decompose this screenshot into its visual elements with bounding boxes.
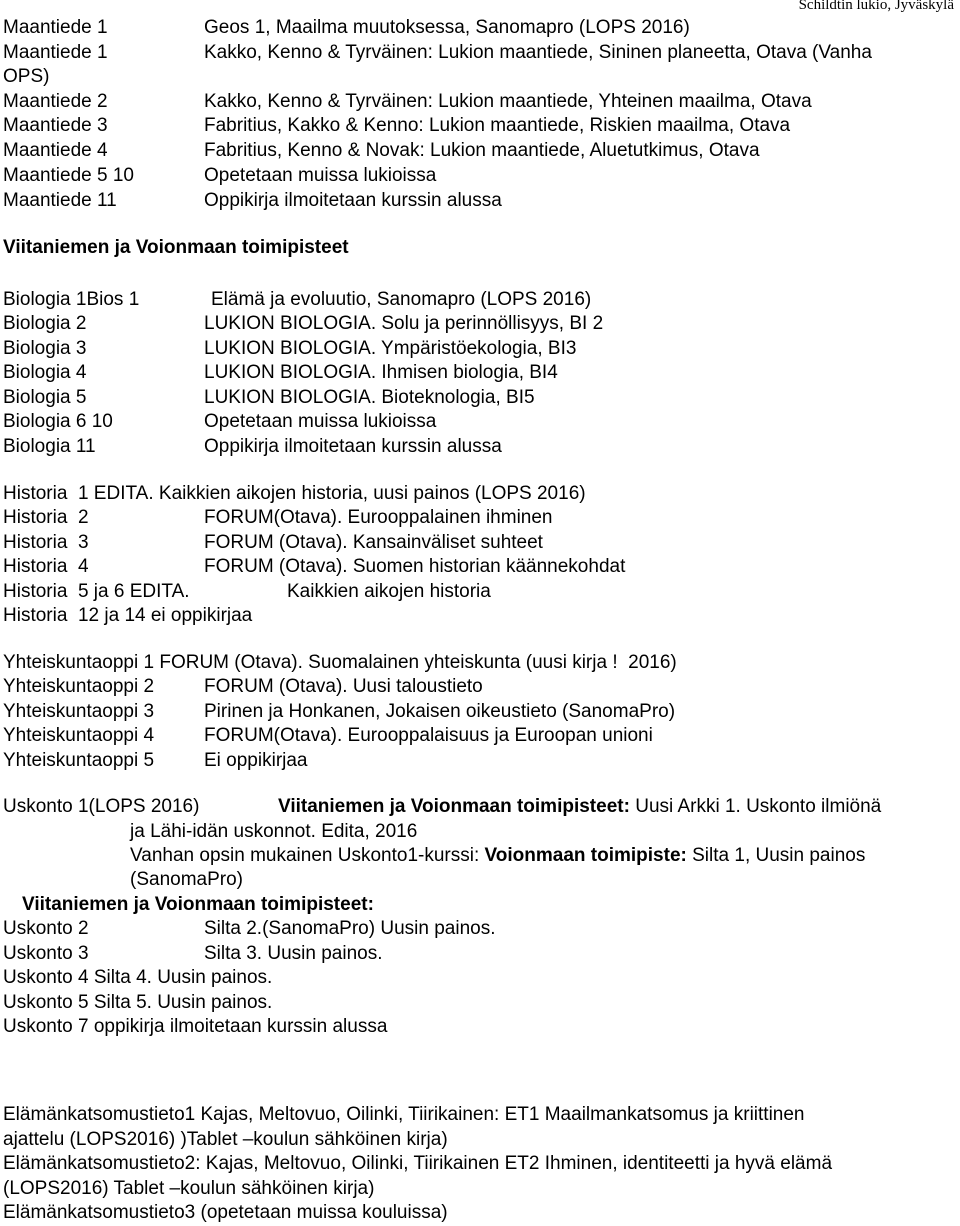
course-name: Yhteiskuntaoppi 1 FORUM (Otava). Suomalainen yhteiskunta (uusi kirja ! 2016) xyxy=(3,652,677,673)
course-name: Biologia 1Bios 1 xyxy=(3,289,140,310)
course-book: FORUM(Otava). Eurooppalainen ihminen xyxy=(204,507,553,528)
course-name: Maantiede 1 xyxy=(3,42,108,63)
course-book: Fabritius, Kakko & Kenno: Lukion maantiede, Riskien maailma, Otava xyxy=(204,115,791,136)
course-book: Kaikkien aikojen historia xyxy=(287,581,491,602)
course-name: Maantiede 4 xyxy=(3,140,108,161)
location-label: Voionmaan toimipiste: xyxy=(484,845,687,866)
uskonto1-old-ops xyxy=(130,844,865,868)
course-book: Uusi Arkki 1. Uskonto ilmiönä xyxy=(629,796,882,817)
course-name: OPS) xyxy=(3,66,50,87)
course-name: Maantiede 5 10 xyxy=(3,165,134,186)
section-heading: Viitaniemen ja Voionmaan toimipisteet xyxy=(3,237,349,258)
course-name: Uskonto 2 xyxy=(3,918,89,939)
course-book: LUKION BIOLOGIA. Bioteknologia, BI5 xyxy=(204,387,535,408)
paragraph-line: (LOPS2016) Tablet –koulun sähköinen kirja) xyxy=(3,1178,375,1199)
course-note: Vanhan opsin mukainen Uskonto1-kurssi: xyxy=(130,845,485,866)
course-name: Biologia 2 xyxy=(3,313,87,334)
course-name: Uskonto 4 Silta 4. Uusin painos. xyxy=(3,967,273,988)
course-name: Biologia 6 10 xyxy=(3,411,113,432)
paragraph-line: Elämänkatsomustieto1 Kajas, Meltovuo, Oilinki, Tiirikainen: ET1 Maailmankatsomus ja kriittinen xyxy=(3,1104,805,1125)
course-name: Yhteiskuntaoppi 2 xyxy=(3,676,155,697)
course-book: Geos 1, Maailma muutoksessa, Sanomapro (LOPS 2016) xyxy=(204,17,690,38)
course-name: Yhteiskuntaoppi 3 xyxy=(3,701,155,722)
course-name: Historia 5 ja 6 EDITA. xyxy=(3,581,190,602)
course-name: Maantiede 1 xyxy=(3,17,108,38)
paragraph-line: Elämänkatsomustieto3 (opetetaan muissa kouluissa) xyxy=(3,1202,448,1223)
course-name: Historia 1 EDITA. Kaikkien aikojen historia, uusi painos (LOPS 2016) xyxy=(3,483,586,504)
paragraph-line: Elämänkatsomustieto2: Kajas, Meltovuo, Oilinki, Tiirikainen ET2 Ihminen, identiteetti ja hyvä elämä xyxy=(3,1153,833,1174)
course-book: Kakko, Kenno & Tyrväinen: Lukion maantiede, Sininen planeetta, Otava (Vanha xyxy=(204,42,872,63)
course-book: Silta 2.(SanomaPro) Uusin painos. xyxy=(204,918,496,939)
course-name: Uskonto 7 oppikirja ilmoitetaan kurssin alussa xyxy=(3,1016,388,1037)
course-book: Elämä ja evoluutio, Sanomapro (LOPS 2016) xyxy=(211,289,592,310)
paragraph-line: ajattelu (LOPS2016) )Tablet –koulun sähköinen kirja) xyxy=(3,1129,448,1150)
course-book: LUKION BIOLOGIA. Ympäristöekologia, BI3 xyxy=(204,338,577,359)
page-header: Schildtin lukio, Jyväskylä xyxy=(798,0,954,13)
course-name: Uskonto 3 xyxy=(3,943,89,964)
course-book: Ei oppikirjaa xyxy=(204,750,308,771)
course-book: Oppikirja ilmoitetaan kurssin alussa xyxy=(204,436,502,457)
course-name: Biologia 4 xyxy=(3,362,87,383)
course-book: LUKION BIOLOGIA. Ihmisen biologia, BI4 xyxy=(204,362,558,383)
course-book: FORUM (Otava). Kansainväliset suhteet xyxy=(204,532,543,553)
course-book: Fabritius, Kenno & Novak: Lukion maantiede, Aluetutkimus, Otava xyxy=(204,140,760,161)
course-book: Silta 1, Uusin painos xyxy=(686,845,866,866)
course-name: Biologia 3 xyxy=(3,338,87,359)
course-name: Maantiede 2 xyxy=(3,91,108,112)
course-name: Historia 12 ja 14 ei oppikirjaa xyxy=(3,605,253,626)
course-book: Pirinen ja Honkanen, Jokaisen oikeustieto (SanomaPro) xyxy=(204,701,676,722)
course-name: Yhteiskuntaoppi 4 xyxy=(3,725,155,746)
course-book: FORUM (Otava). Uusi taloustieto xyxy=(204,676,483,697)
course-book: FORUM (Otava). Suomen historian käännekohdat xyxy=(204,556,626,577)
course-book: Opetetaan muissa lukioissa xyxy=(204,165,437,186)
course-book-continued: (SanomaPro) xyxy=(130,869,243,890)
course-name: Biologia 5 xyxy=(3,387,87,408)
course-name: Maantiede 11 xyxy=(3,190,117,211)
course-name: Biologia 11 xyxy=(3,436,96,457)
course-book: Kakko, Kenno & Tyrväinen: Lukion maantiede, Yhteinen maailma, Otava xyxy=(204,91,812,112)
course-book: LUKION BIOLOGIA. Solu ja perinnöllisyys, BI 2 xyxy=(204,313,604,334)
course-name: Historia 4 xyxy=(3,556,89,577)
course-name: Historia 3 xyxy=(3,532,89,553)
course-name: Uskonto 1(LOPS 2016) xyxy=(3,796,200,817)
course-book-continued: ja Lähi-idän uskonnot. Edita, 2016 xyxy=(130,821,418,842)
course-book: FORUM(Otava). Eurooppalaisuus ja Euroopan unioni xyxy=(204,725,653,746)
course-book: Oppikirja ilmoitetaan kurssin alussa xyxy=(204,190,502,211)
section-heading: Viitaniemen ja Voionmaan toimipisteet: xyxy=(22,894,374,915)
course-name: Maantiede 3 xyxy=(3,115,108,136)
course-name: Uskonto 5 Silta 5. Uusin painos. xyxy=(3,992,273,1013)
course-name: Historia 2 xyxy=(3,507,89,528)
course-book: Opetetaan muissa lukioissa xyxy=(204,411,437,432)
course-name: Yhteiskuntaoppi 5 xyxy=(3,750,155,771)
course-book: Silta 3. Uusin painos. xyxy=(204,943,383,964)
location-label: Viitaniemen ja Voionmaan toimipisteet: xyxy=(278,796,630,817)
